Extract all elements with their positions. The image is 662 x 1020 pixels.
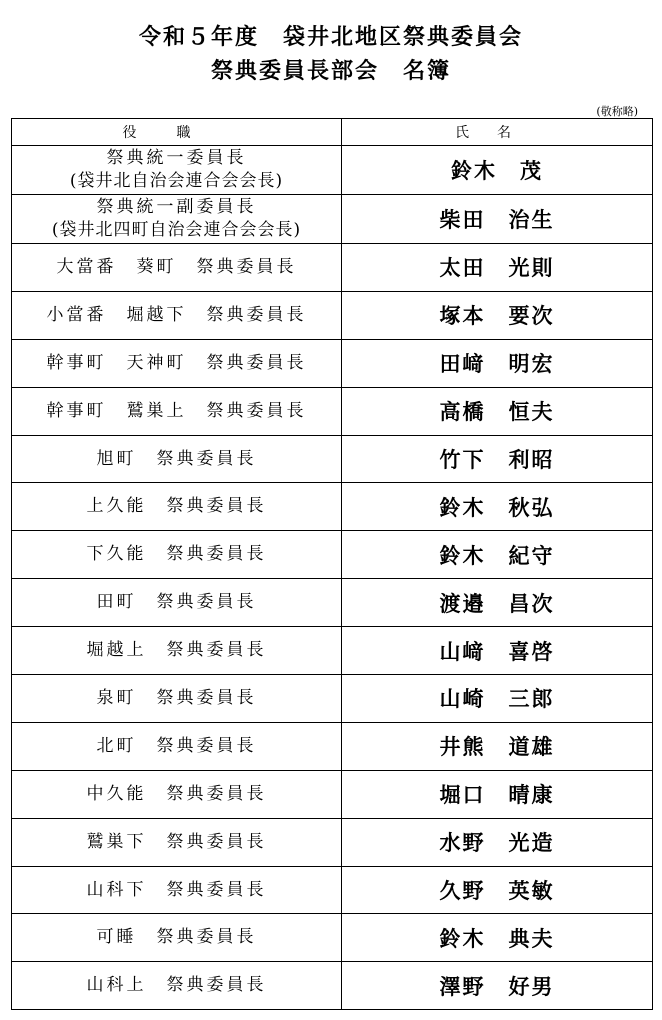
role-title: 山科上 祭典委員長 [86, 975, 267, 996]
table-row [12, 866, 653, 914]
member-name: 澤野 好男 [342, 962, 653, 1010]
table-row [12, 722, 653, 770]
table-row [12, 627, 653, 675]
member-name: 鈴木 茂 [342, 146, 653, 195]
member-name: 鈴木 典夫 [342, 914, 653, 962]
role-title: 泉町 祭典委員長 [96, 687, 257, 708]
table-row [12, 818, 653, 866]
role-cell [12, 387, 342, 435]
table-row [12, 244, 653, 292]
table-row [12, 579, 653, 627]
role-title: 祭典統一副委員長 [96, 197, 257, 217]
role-cell [12, 195, 342, 244]
member-name: 渡邉 昌次 [342, 579, 653, 627]
member-name: 堀口 晴康 [342, 770, 653, 818]
role-title: 旭町 祭典委員長 [96, 448, 257, 469]
table-row [12, 675, 653, 723]
role-cell [12, 866, 342, 914]
table-row [12, 195, 653, 244]
role-cell [12, 675, 342, 723]
role-title: 堀越上 祭典委員長 [86, 640, 267, 661]
table-row [12, 435, 653, 483]
role-title: 可睡 祭典委員長 [96, 927, 257, 948]
table-header-row [12, 119, 653, 146]
document-subtitle: 祭典委員長部会 名簿 [210, 58, 451, 84]
member-name: 山﨑 喜啓 [342, 627, 653, 675]
role-cell [12, 627, 342, 675]
table-row [12, 914, 653, 962]
header-role-label: 役職 [122, 125, 231, 141]
member-name: 井熊 道雄 [342, 722, 653, 770]
role-cell [12, 722, 342, 770]
table-row [12, 483, 653, 531]
header-role [12, 119, 342, 146]
role-cell [12, 914, 342, 962]
table-row [12, 291, 653, 339]
roster-body [12, 146, 653, 1010]
role-title: 北町 祭典委員長 [96, 735, 257, 756]
document-title: 令和５年度 袋井北地区祭典委員会 [138, 24, 523, 50]
role-title: 幹事町 鷲巣上 祭典委員長 [46, 400, 307, 421]
role-title: 鷲巣下 祭典委員長 [86, 831, 267, 852]
member-name: 太田 光則 [342, 244, 653, 292]
role-title: 祭典統一委員長 [106, 148, 247, 168]
member-name: 鈴木 紀守 [342, 531, 653, 579]
role-cell [12, 531, 342, 579]
table-row [12, 962, 653, 1010]
member-name: 久野 英敏 [342, 866, 653, 914]
role-cell [12, 483, 342, 531]
role-cell [12, 146, 342, 195]
committee-roster-table [11, 118, 653, 1010]
role-title: 大當番 葵町 祭典委員長 [56, 256, 297, 277]
role-affiliation: (袋井北自治会連合会会長) [69, 171, 284, 191]
header-name-label: 氏名 [455, 125, 539, 141]
header-name [342, 119, 653, 146]
role-title: 幹事町 天神町 祭典委員長 [46, 352, 307, 373]
role-cell [12, 244, 342, 292]
role-cell [12, 770, 342, 818]
role-title: 上久能 祭典委員長 [86, 496, 267, 517]
table-row [12, 770, 653, 818]
role-cell [12, 435, 342, 483]
table-row [12, 387, 653, 435]
role-cell [12, 579, 342, 627]
role-title: 中久能 祭典委員長 [86, 783, 267, 804]
member-name: 竹下 利昭 [342, 435, 653, 483]
member-name: 柴田 治生 [342, 195, 653, 244]
role-title: 下久能 祭典委員長 [86, 544, 267, 565]
table-row [12, 339, 653, 387]
role-cell [12, 339, 342, 387]
role-title: 山科下 祭典委員長 [86, 879, 267, 900]
table-row [12, 531, 653, 579]
role-cell [12, 291, 342, 339]
role-affiliation: (袋井北四町自治会連合会会長) [51, 220, 302, 240]
member-name: 鈴木 秋弘 [342, 483, 653, 531]
role-title: 小當番 堀越下 祭典委員長 [46, 304, 307, 325]
member-name: 塚本 要次 [342, 291, 653, 339]
role-title: 田町 祭典委員長 [96, 592, 257, 613]
table-row [12, 146, 653, 195]
role-cell [12, 818, 342, 866]
member-name: 田﨑 明宏 [342, 339, 653, 387]
role-cell [12, 962, 342, 1010]
member-name: 高橋 恒夫 [342, 387, 653, 435]
honorific-note: (敬称略) [596, 105, 638, 118]
member-name: 水野 光造 [342, 818, 653, 866]
member-name: 山崎 三郎 [342, 675, 653, 723]
